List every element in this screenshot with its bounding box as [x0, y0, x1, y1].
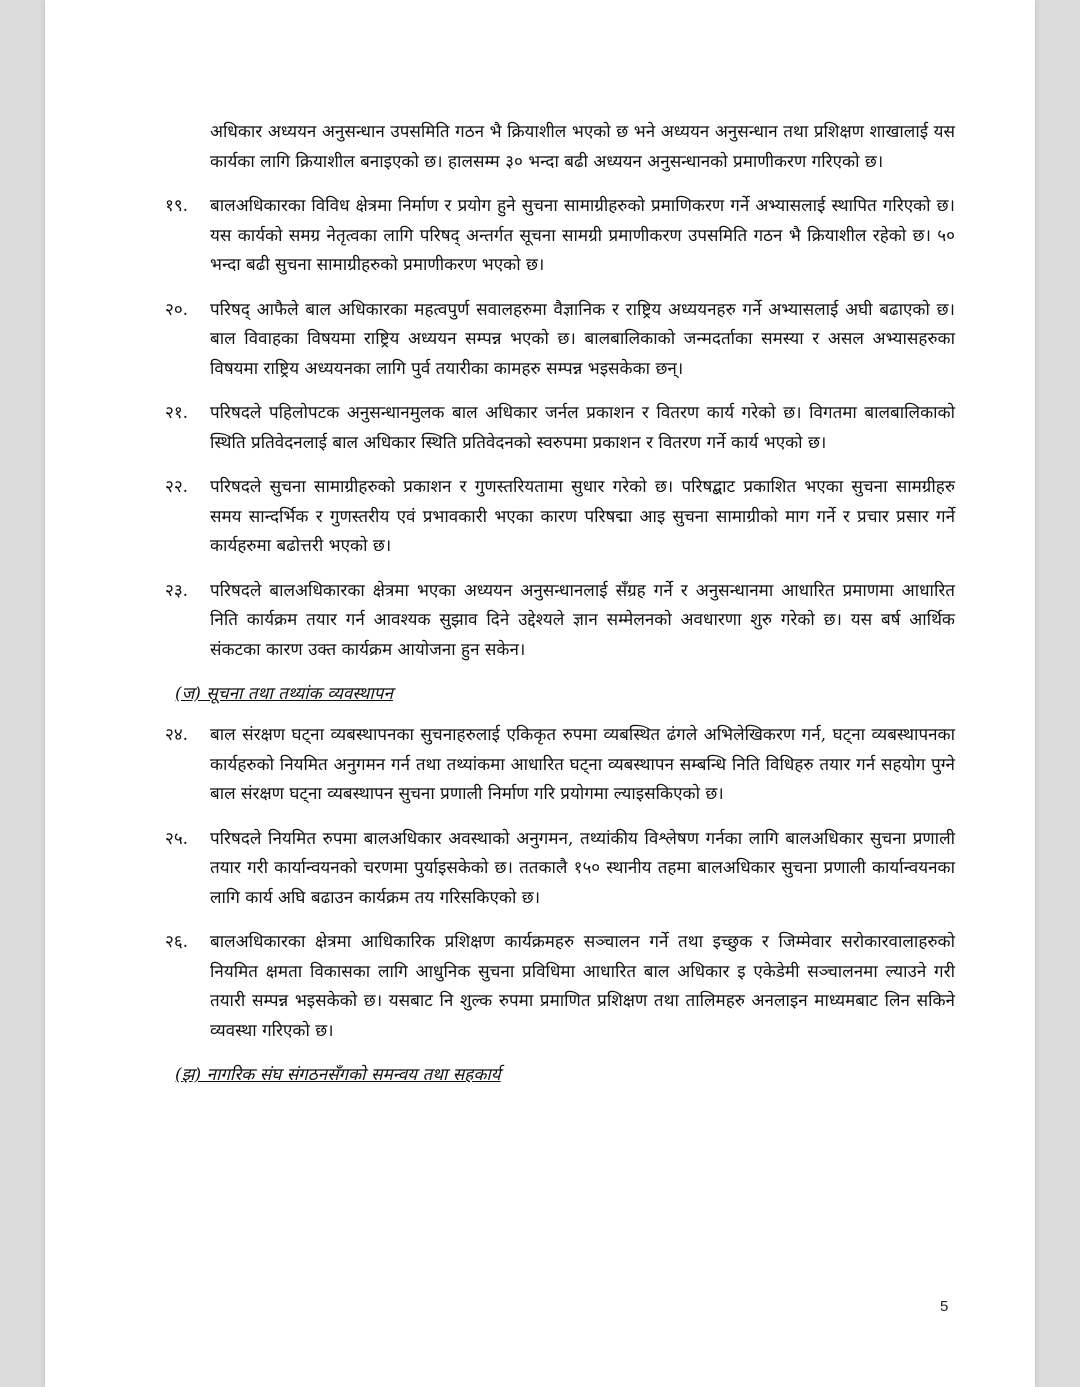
item-text: बाल संरक्षण घट्ना व्यबस्थापनका सुचनाहरुलाई एकिकृत रुपमा व्यबस्थित ढंगले अभिलेखिकरण गर्न, घट्ना व्यबस्थापनका कार्यहरुको नियमित अनुगमन गर्न तथा तथ्यांकमा आधारित घट्ना व्यबस्थापन सम्बन्धि निति विधिहरु तयार गर्न सहयोग पुग्ने बाल संरक्षण घट्ना व्यबस्थापन सुचना प्रणाली निर्माण गरि प्रयोगमा ल्याइसकिएको छ।	[210, 725, 955, 804]
section-heading-jh: (झ) नागरिक संघ संगठनसँगको समन्वय तथा सहकार्य	[175, 1065, 501, 1085]
item-text: परिषदले बालअधिकारका क्षेत्रमा भएका अध्ययन अनुसन्धानलाई सँग्रह गर्ने र अनुसन्धानमा आधारित प्रमाणमा आधारित निति कार्यक्रम तयार गर्न आवश्यक सुझाव दिने उद्देश्यले ज्ञान सम्मेलनको अवधारणा शुरु गरेको छ। यस बर्ष आर्थिक संकटका कारण उक्त कार्यक्रम आयोजना हुन सकेन।	[210, 580, 955, 660]
item-text: परिषदले पहिलोपटक अनुसन्धानमुलक बाल अधिकार जर्नल प्रकाशन र वितरण कार्य गरेको छ। विगतमा बालबालिकाको स्थिति प्रतिवेदनलाई बाल अधिकार स्थिति प्रतिवेदनको स्वरुपमा प्रकाशन र वितरण गर्ने कार्य भएको छ।	[210, 403, 955, 453]
section-heading-j: (ज) सूचना तथा तथ्यांक व्यवस्थापन	[175, 684, 393, 704]
page-number: 5	[940, 1298, 949, 1315]
list-item	[165, 721, 955, 810]
item-number: २१.	[165, 403, 189, 423]
item-number: २०.	[165, 299, 189, 320]
item-number: २५.	[165, 828, 189, 849]
list-item	[165, 473, 955, 562]
item-number: २२.	[165, 477, 189, 497]
item-text: बालअधिकारका क्षेत्रमा आधिकारिक प्रशिक्षण कार्यक्रमहरु सञ्चालन गर्ने तथा इच्छुक र जिम्मेवार सरोकारवालाहरुको नियमित क्षमता विकासका लागि आधुनिक सुचना प्रविधिमा आधारित बाल अधिकार इ एकेडेमी सञ्चालनमा ल्याउने गरी तयारी सम्पन्न भइसकेको छ। यसबाट नि शुल्क रुपमा प्रमाणित प्रशिक्षण तथा तालिमहरु अनलाइन माध्यमबाट लिन सकिने व्यवस्था गरिएको छ।	[210, 932, 955, 1041]
list-item	[165, 192, 955, 281]
item-text: परिषद् आफैले बाल अधिकारका महत्वपुर्ण सवालहरुमा वैज्ञानिक र राष्ट्रिय अध्ययनहरु गर्ने अभ्यासलाई अघी बढाएको छ। बाल विवाहका विषयमा राष्ट्रिय अध्ययन सम्पन्न भएको छ। बालबालिकाको जन्मदर्ताका समस्या र असल अभ्यासहरुका विषयमा राष्ट्रिय अध्ययनका लागि पुर्व तयारीका कामहरु सम्पन्न भइसकेका छन्।	[210, 299, 955, 379]
page-content	[165, 118, 955, 1102]
item-text: बालअधिकारका विविध क्षेत्रमा निर्माण र प्रयोग हुने सुचना सामाग्रीहरुको प्रमाणिकरण गर्ने अभ्यासलाई स्थापित गरिएको छ। यस कार्यको समग्र नेतृत्वका लागि परिषद् अन्तर्गत सूचना सामग्री प्रमाणीकरण उपसमिति गठन भै क्रियाशील रहेको छ। ५० भन्दा बढी सुचना सामाग्रीहरुको प्रमाणीकरण भएको छ।	[210, 196, 955, 275]
item-number: १९.	[165, 196, 189, 216]
item-text: परिषदले सुचना सामाग्रीहरुको प्रकाशन र गुणस्तरियतामा सुधार गरेको छ। परिषद्बाट प्रकाशित भएका सुचना सामग्रीहरु समय सान्दर्भिक र गुणस्तरीय एवं प्रभावकारी भएका कारण परिषद्मा आइ सुचना सामाग्रीको माग गर्ने र प्रचार प्रसार गर्ने कार्यहरुमा बढोत्तरी भएको छ।	[210, 477, 955, 556]
continued-paragraph: अधिकार अध्ययन अनुसन्धान उपसमिति गठन भै क्रियाशील भएको छ भने अध्ययन अनुसन्धान तथा प्रशिक्षण शाखालाई यस कार्यका लागि क्रियाशील बनाइएको छ। हालसम्म ३० भन्दा बढी अध्ययन अनुसन्धानको प्रमाणीकरण गरिएको छ।	[210, 122, 955, 172]
item-number: २६.	[165, 932, 189, 952]
list-item	[165, 577, 955, 666]
document-page	[45, 0, 1035, 1387]
list-item	[165, 825, 955, 914]
item-text: परिषदले नियमित रुपमा बालअधिकार अवस्थाको अनुगमन, तथ्यांकीय विश्लेषण गर्नका लागि बालअधिकार सुचना प्रणाली तयार गरी कार्यान्वयनको चरणमा पुर्याइसकेको छ। ततकालै १५० स्थानीय तहमा बालअधिकार सुचना प्रणाली कार्यान्वयनका लागि कार्य अघि बढाउन कार्यक्रम तय गरिसकिएको छ।	[210, 828, 955, 908]
item-number: २३.	[165, 580, 189, 601]
item-number: २४.	[165, 725, 189, 745]
list-item	[165, 928, 955, 1046]
list-item	[165, 296, 955, 385]
list-item	[165, 399, 955, 458]
